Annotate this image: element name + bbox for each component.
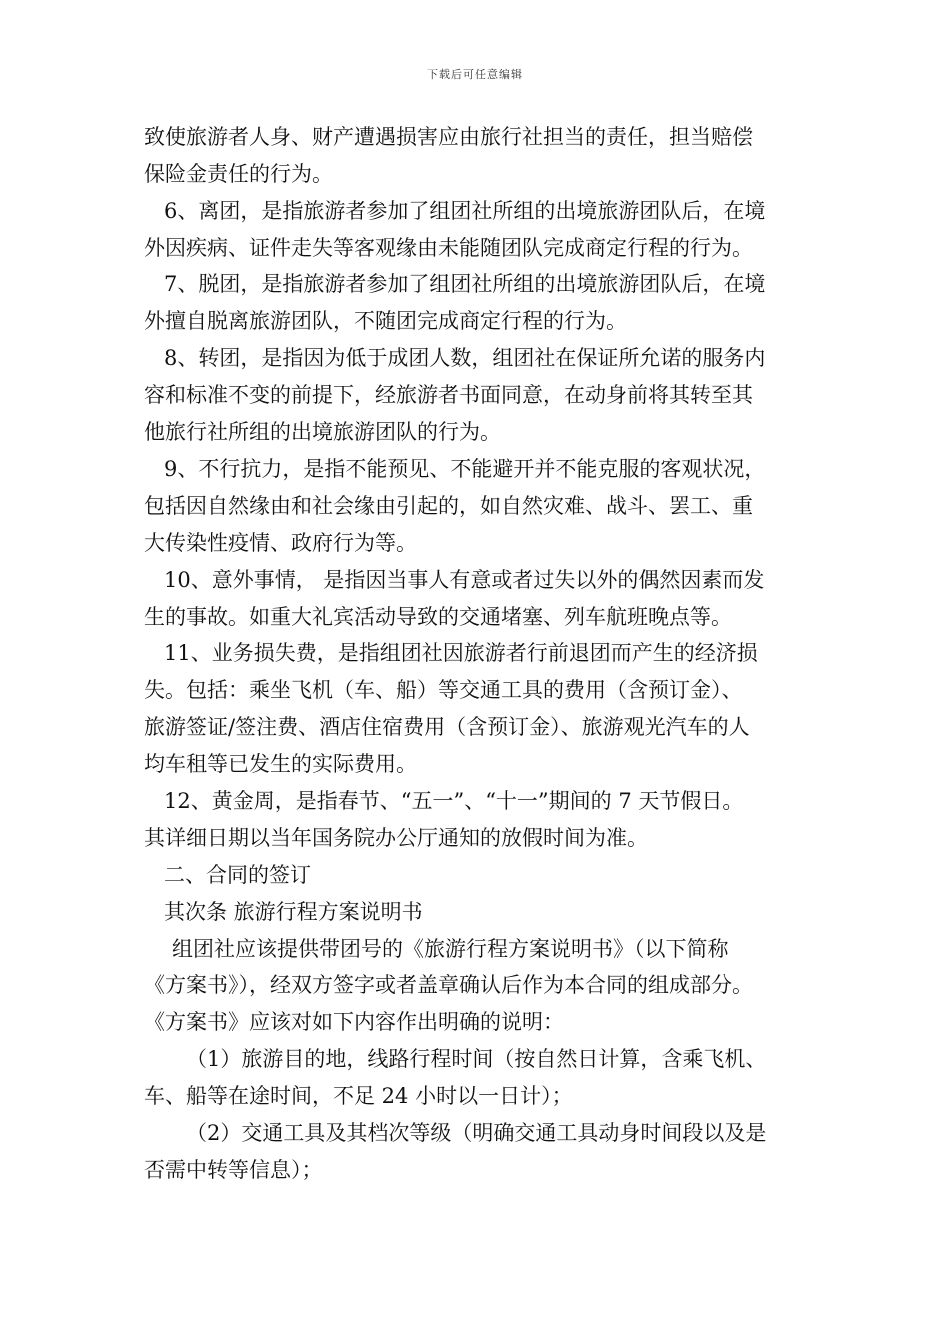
text-line: 11、业务损失费，是指组团社因旅游者行前退团而产生的经济损 <box>164 641 758 665</box>
section-heading: 二、合同的签订 <box>164 863 311 887</box>
text-line: 9、不行抗力，是指不能预见、不能避开并不能克服的客观状况， <box>164 457 766 481</box>
text-line: 7、脱团，是指旅游者参加了组团社所组的出境旅游团队后，在境 <box>164 272 766 296</box>
text-line: 外因疾病、证件走失等客观缘由未能随团队完成商定行程的行为。 <box>144 236 753 260</box>
list-item: （2）交通工具及其档次等级（明确交通工具动身时间段以及是 <box>186 1121 767 1145</box>
text-line: 车、船等在途时间，不足 24 小时以一日计）； <box>144 1084 573 1108</box>
text-line: 失。包括：乘坐飞机（车、船）等交通工具的费用（含预订金）、 <box>144 678 743 702</box>
text-line: 旅游签证/签注费、酒店住宿费用（含预订金）、旅游观光汽车的人 <box>144 715 750 739</box>
article-heading: 其次条 旅游行程方案说明书 <box>164 900 423 924</box>
text-line: 包括因自然缘由和社会缘由引起的，如自然灾难、战斗、罢工、重 <box>144 494 753 518</box>
text-line: 《方案书》），经双方签字或者盖章确认后作为本合同的组成部分。 <box>144 973 753 997</box>
text-line: 他旅行社所组的出境旅游团队的行为。 <box>144 420 501 444</box>
page-header: 下载后可任意编辑 <box>427 68 523 81</box>
text-line: 10、意外事情， 是指因当事人有意或者过失以外的偶然因素而发 <box>164 568 765 592</box>
text-line: 组团社应该提供带团号的《旅游行程方案说明书》（以下简称 <box>172 937 729 961</box>
text-line: 致使旅游者人身、财产遭遇损害应由旅行社担当的责任，担当赔偿 <box>144 125 753 149</box>
text-line: 否需中转等信息）； <box>144 1158 323 1182</box>
list-item: （1）旅游目的地，线路行程时间（按自然日计算，含乘飞机、 <box>186 1047 767 1071</box>
text-line: 大传染性疫情、政府行为等。 <box>144 531 417 555</box>
text-line: 《方案书》应该对如下内容作出明确的说明： <box>144 1010 564 1034</box>
text-line: 保险金责任的行为。 <box>144 162 333 186</box>
text-line: 12、黄金周，是指春节、“五一”、“十一”期间的 7 天节假日。 <box>164 789 744 813</box>
text-line: 8、转团，是指因为低于成团人数，组团社在保证所允诺的服务内 <box>164 346 766 370</box>
text-line: 生的事故。如重大礼宾活动导致的交通堵塞、列车航班晚点等。 <box>144 605 732 629</box>
text-line: 其详细日期以当年国务院办公厅通知的放假时间为准。 <box>144 826 648 850</box>
text-line: 6、离团，是指旅游者参加了组团社所组的出境旅游团队后，在境 <box>164 199 766 223</box>
text-line: 容和标准不变的前提下，经旅游者书面同意，在动身前将其转至其 <box>144 383 753 407</box>
text-line: 外擅自脱离旅游团队，不随团完成商定行程的行为。 <box>144 309 627 333</box>
text-line: 均车租等已发生的实际费用。 <box>144 752 417 776</box>
